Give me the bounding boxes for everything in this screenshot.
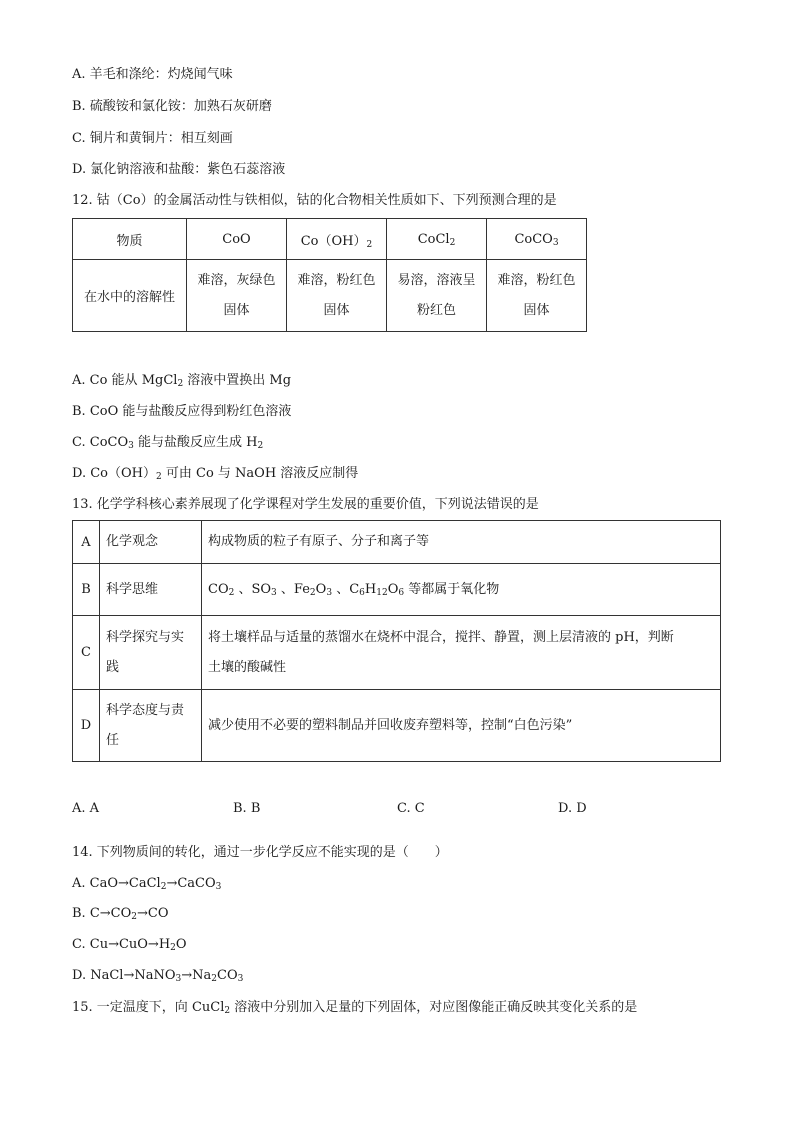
q13-category: 科学思维 [100, 564, 202, 616]
q11-option-c: C. 铜片和黄铜片：相互刻画 [72, 131, 233, 146]
q12-option-a: A. Co 能从 MgCl$_2$ 溶液中置换出 Mg [72, 373, 292, 389]
q12-header-cell: CoCl$_2$ [387, 219, 487, 260]
q14-option-b: B. $C\to CO_2\to CO$ [72, 906, 169, 922]
q11-option-d: D. 氯化钠溶液和盐酸：紫色石蕊溶液 [72, 162, 286, 177]
q14-option-a: A. CaO→CaCl$_2$→CaCO$_3$ [72, 876, 222, 892]
q11-option-a: A. 羊毛和涤纶：灼烧闻气味 [72, 67, 233, 82]
q13-description: $CO_2$ 、$SO_3$ 、$Fe_2O_3$ 、$C_6H_{12}O_6$ 等都属于氧化物 [202, 564, 721, 616]
q13-table [72, 520, 721, 762]
q11-option-b: B. 硫酸铵和氯化铵：加熟石灰研磨 [72, 99, 272, 114]
q12-stem: 12. 钴（Co）的金属活动性与铁相似，钴的化合物相关性质如下、下列预测合理的是 [72, 193, 557, 208]
q13-row-d [73, 690, 721, 762]
q12-option-c: C. CoCO$_3$ 能与盐酸反应生成 $H_2$ [72, 435, 264, 451]
q13-row-label: A [73, 521, 100, 564]
q12-cell: 难溶，粉红色 固体 [487, 260, 587, 332]
q14-stem: 14. 下列物质间的转化，通过一步化学反应不能实现的是（ ） [72, 845, 448, 860]
q13-category: 科学探究与实 践 [100, 616, 202, 690]
q13-description: 将土壤样品与适量的蒸馏水在烧杯中混合，搅拌、静置，测上层清液的 pH，判断 土壤的酸碱性 [202, 616, 721, 690]
q12-header-cell: CoCO$_3$ [487, 219, 587, 260]
q12-cell: 难溶，粉红色 固体 [287, 260, 387, 332]
q12-header-cell: 物质 [73, 219, 187, 260]
q13-stem: 13. 化学学科核心素养展现了化学课程对学生发展的重要价值，下列说法错误的是 [72, 497, 539, 512]
q13-description: 减少使用不必要的塑料制品并回收废弃塑料等，控制“白色污染” [202, 690, 721, 762]
q12-row-label: 在水中的溶解性 [73, 260, 187, 332]
q12-header-cell: $Co(OH)_2$ [287, 219, 387, 260]
q15-stem: 15. 一定温度下，向 CuCl$_2$ 溶液中分别加入足量的下列固体，对应图像能正确反映其变化关系的是 [72, 1000, 638, 1016]
q13-row-label: C [73, 616, 100, 690]
q13-choice-c: C. C [397, 801, 425, 816]
q14-option-c: C. $Cu\to CuO\to H_2O$ [72, 937, 187, 953]
q13-description: 构成物质的粒子有原子、分子和离子等 [202, 521, 721, 564]
q12-table [72, 218, 587, 332]
q13-row-b [73, 564, 721, 616]
q12-cell: 易溶，溶液呈 粉红色 [387, 260, 487, 332]
q13-choice-b: B. B [233, 801, 261, 816]
q12-header-row [73, 219, 587, 260]
q13-choice-d: D. D [558, 801, 587, 816]
q13-choices [0, 801, 794, 819]
q13-category: 化学观念 [100, 521, 202, 564]
q13-choice-a: A. A [72, 801, 100, 816]
q13-row-c [73, 616, 721, 690]
q12-option-d: D. $Co(OH)_2$ 可由 Co 与 NaOH 溶液反应制得 [72, 466, 359, 482]
q13-row-label: B [73, 564, 100, 616]
q12-option-b: B. CoO 能与盐酸反应得到粉红色溶液 [72, 404, 292, 419]
q12-solubility-row [73, 260, 587, 332]
q12-header-cell: CoO [187, 219, 287, 260]
q12-cell: 难溶，灰绿色 固体 [187, 260, 287, 332]
q14-option-d: D. $NaCl\to NaNO_3\to Na_2CO_3$ [72, 968, 244, 984]
q13-row-label: D [73, 690, 100, 762]
q13-row-a [73, 521, 721, 564]
q13-category: 科学态度与责 任 [100, 690, 202, 762]
